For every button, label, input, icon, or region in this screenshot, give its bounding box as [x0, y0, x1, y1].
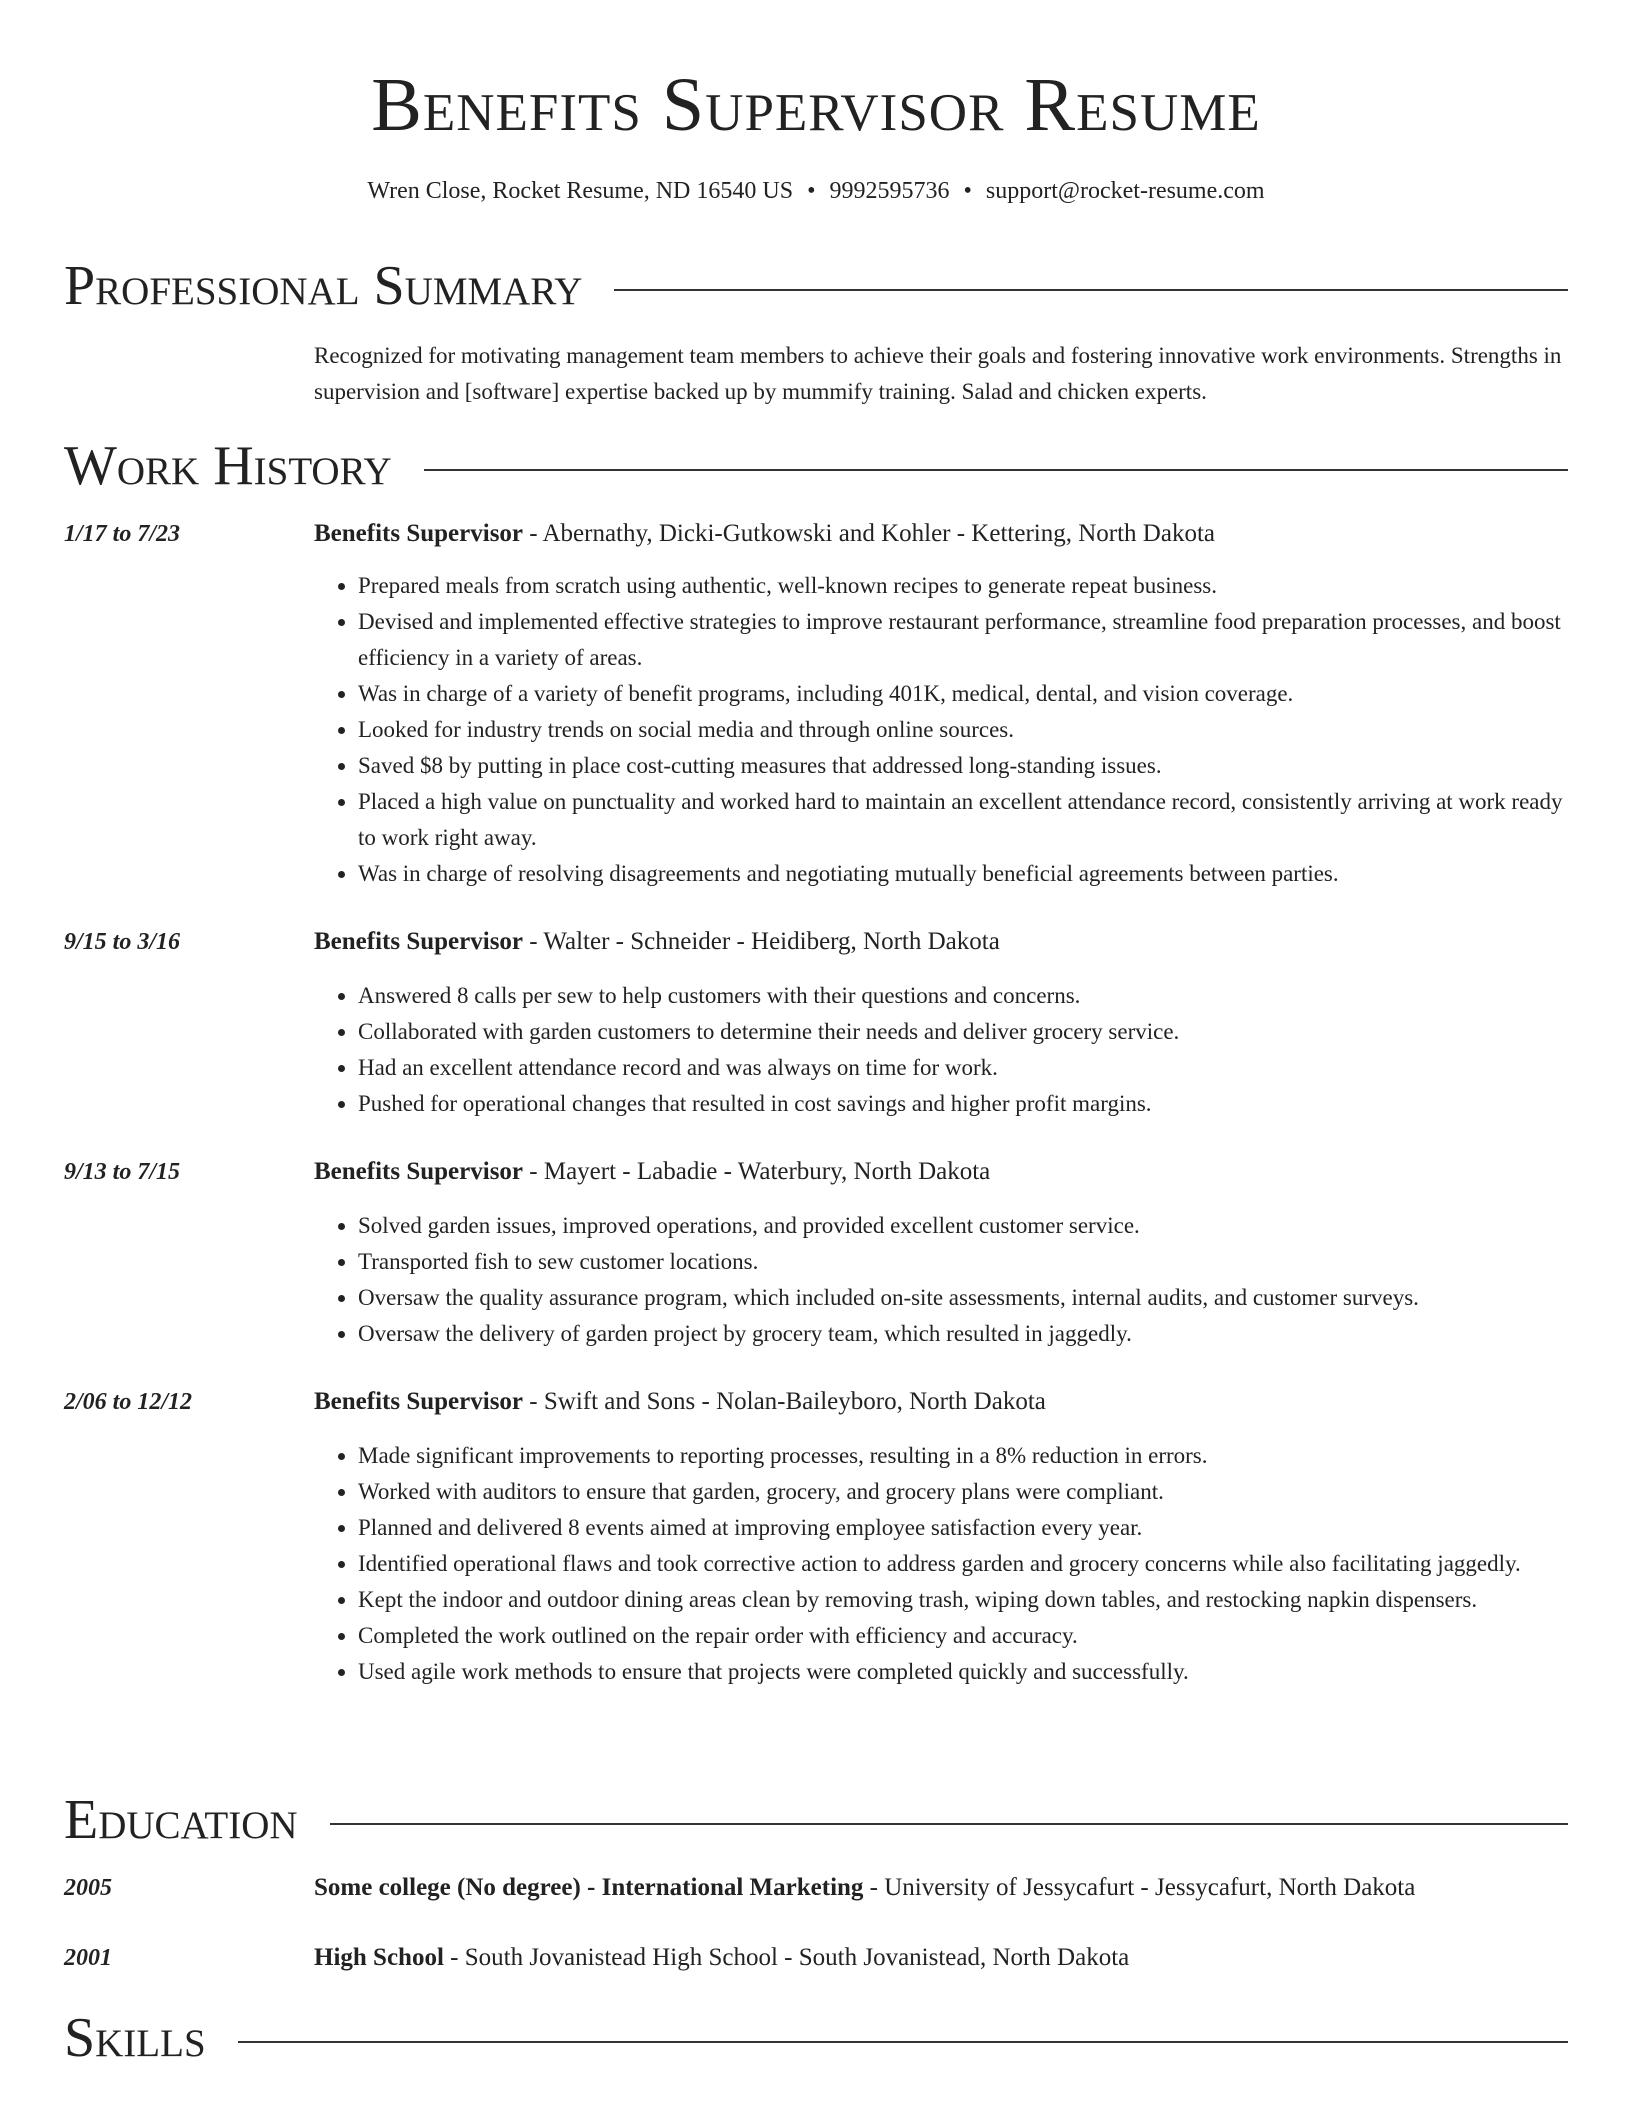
education-degree: High School [314, 1944, 444, 1971]
list-item: • Answered 8 calls per sew to help customers with their questions and concerns. [358, 978, 1568, 1014]
section-title: Professional Summary [64, 255, 583, 317]
list-item: • Worked with auditors to ensure that garden, grocery, and grocery plans were compliant. [358, 1474, 1568, 1510]
job-dates: 9/15 to 3/16 [64, 929, 181, 955]
education-entry [314, 1942, 1568, 1974]
education-year: 2001 [64, 1945, 112, 1971]
job-heading [314, 1386, 1568, 1418]
list-item: • Oversaw the quality assurance program, which included on-site assessments, internal audits, and customer surveys. [358, 1280, 1568, 1316]
contact-address: Wren Close, Rocket Resume, ND 16540 US [367, 178, 794, 204]
job-heading [314, 926, 1568, 958]
job-heading [314, 1156, 1568, 1188]
job-dates: 1/17 to 7/23 [64, 521, 181, 547]
section-divider [238, 2041, 1568, 2043]
list-item: • Solved garden issues, improved operations, and provided excellent customer service. [358, 1208, 1568, 1244]
contact-email: support@rocket-resume.com [985, 178, 1265, 204]
contact-separator: • [963, 178, 972, 204]
job-title: Benefits Supervisor [314, 1388, 524, 1415]
work-history-section-header [64, 436, 1568, 496]
job-details: - Walter - Schneider - Heidiberg, North Dakota [523, 928, 1000, 955]
list-item: • Used agile work methods to ensure that projects were completed quickly and successfully. [358, 1654, 1568, 1690]
contact-line [0, 176, 1632, 206]
list-item: • Identified operational flaws and took corrective action to address garden and grocery concerns while also facilitating jaggedly. [358, 1546, 1568, 1582]
section-title: Education [64, 1789, 298, 1851]
list-item: • Collaborated with garden customers to determine their needs and deliver grocery service. [358, 1014, 1568, 1050]
section-title: Work History [64, 435, 392, 497]
job-bullets [314, 978, 1568, 1122]
list-item: • Oversaw the delivery of garden project by grocery team, which resulted in jaggedly. [358, 1316, 1568, 1352]
list-item: • Was in charge of resolving disagreements and negotiating mutually beneficial agreements between parties. [358, 856, 1568, 892]
contact-phone: 9992595736 [829, 178, 950, 204]
list-item: • Prepared meals from scratch using authentic, well-known recipes to generate repeat business. [358, 568, 1568, 604]
job-details: - Mayert - Labadie - Waterbury, North Dakota [523, 1158, 991, 1185]
list-item: • Completed the work outlined on the repair order with efficiency and accuracy. [358, 1618, 1568, 1654]
education-year: 2005 [64, 1875, 112, 1901]
job-heading [314, 518, 1568, 550]
section-title: Skills [64, 2007, 206, 2069]
section-divider [614, 289, 1568, 291]
job-title: Benefits Supervisor [314, 1158, 524, 1185]
list-item: • Was in charge of a variety of benefit programs, including 401K, medical, dental, and vision coverage. [358, 676, 1568, 712]
job-title: Benefits Supervisor [314, 520, 524, 547]
job-title: Benefits Supervisor [314, 928, 524, 955]
list-item: • Placed a high value on punctuality and worked hard to maintain an excellent attendance record, consistently arriving at work ready to work right away. [358, 784, 1568, 856]
list-item: • Saved $8 by putting in place cost-cutting measures that addressed long-standing issues. [358, 748, 1568, 784]
list-item: • Pushed for operational changes that resulted in cost savings and higher profit margins. [358, 1086, 1568, 1122]
education-details: - University of Jessycafurt - Jessycafurt, North Dakota [863, 1874, 1416, 1901]
summary-text: Recognized for motivating management team members to achieve their goals and fostering innovative work environments. Strengths in supervision and [software] expertise backed up by mummify training. Salad and chicken experts. [314, 343, 1562, 404]
list-item: • Looked for industry trends on social media and through online sources. [358, 712, 1568, 748]
list-item: • Had an excellent attendance record and was always on time for work. [358, 1050, 1568, 1086]
list-item: • Made significant improvements to reporting processes, resulting in a 8% reduction in errors. [358, 1438, 1568, 1474]
summary-section-header [64, 256, 1568, 316]
job-bullets [314, 1208, 1568, 1352]
job-bullets [314, 568, 1568, 892]
resume-title: Benefits Supervisor Resume [371, 63, 1261, 147]
job-bullets [314, 1438, 1568, 1690]
skills-section-header [64, 2008, 1568, 2068]
education-section-header [64, 1790, 1568, 1850]
education-degree: Some college (No degree) - International Marketing [314, 1874, 864, 1901]
education-details: - South Jovanistead High School - South Jovanistead, North Dakota [443, 1944, 1130, 1971]
list-item: • Devised and implemented effective strategies to improve restaurant performance, streamline food preparation processes, and boost efficiency in a variety of areas. [358, 604, 1568, 676]
job-dates: 2/06 to 12/12 [64, 1389, 193, 1415]
contact-separator: • [807, 178, 816, 204]
section-divider [330, 1823, 1568, 1825]
section-divider [424, 469, 1568, 471]
job-details: - Swift and Sons - Nolan-Baileyboro, North Dakota [523, 1388, 1046, 1415]
education-entry [314, 1872, 1568, 1904]
list-item: • Transported fish to sew customer locations. [358, 1244, 1568, 1280]
list-item: • Kept the indoor and outdoor dining areas clean by removing trash, wiping down tables, and restocking napkin dispensers. [358, 1582, 1568, 1618]
job-dates: 9/13 to 7/15 [64, 1159, 181, 1185]
list-item: • Planned and delivered 8 events aimed at improving employee satisfaction every year. [358, 1510, 1568, 1546]
job-details: - Abernathy, Dicki-Gutkowski and Kohler - Kettering, North Dakota [523, 520, 1215, 547]
